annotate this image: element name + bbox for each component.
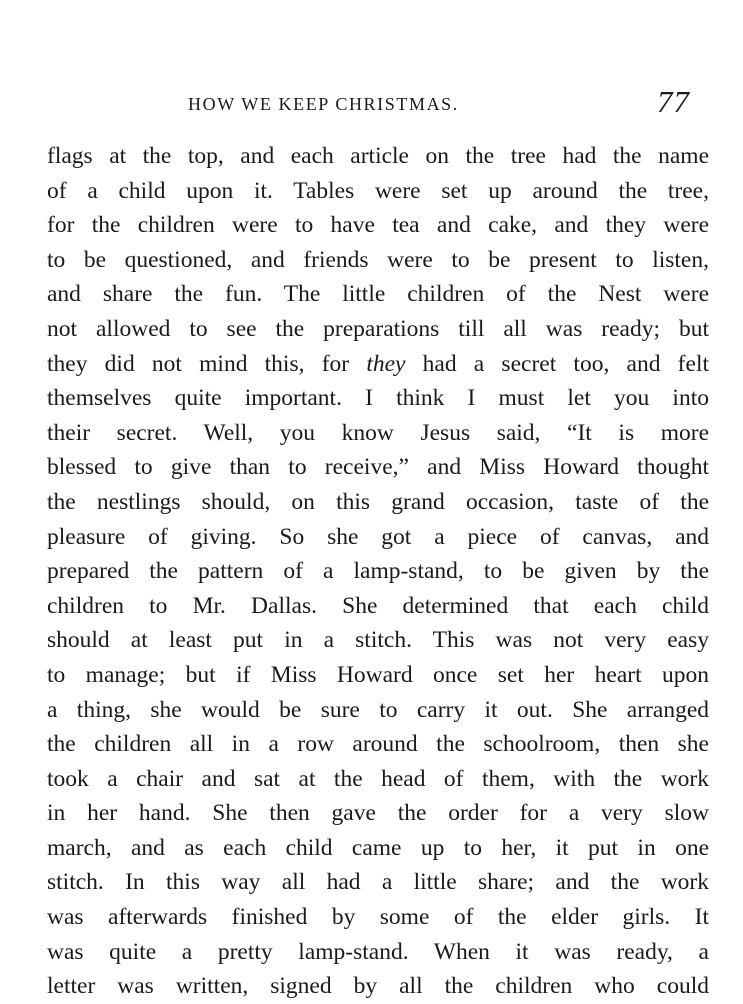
text-line: in her hand. She then gave the order for a very slow	[47, 800, 709, 827]
text-line: not allowed to see the preparations till all was ready; but	[47, 315, 709, 342]
italic-emphasis: they	[366, 350, 406, 377]
text-line: flags at the top, and each article on the tree had the name	[47, 143, 709, 169]
text-line: to be questioned, and friends were to be present to listen,	[47, 246, 709, 273]
body-text	[47, 139, 709, 1004]
text-line: was quite a pretty lamp-stand. When it was ready, a	[47, 938, 709, 965]
running-head-title: HOW WE KEEP CHRISTMAS.	[188, 94, 459, 114]
text-line: themselves quite important. I think I must let you into	[47, 385, 709, 412]
text-line: prepared the pattern of a lamp-stand, to be given by the	[47, 558, 709, 585]
text-segment: had a secret too, and felt	[405, 350, 709, 377]
text-line: took a chair and sat at the head of them, with the work	[47, 765, 709, 792]
text-line: march, and as each child came up to her, it put in one	[47, 834, 709, 861]
text-line: children to Mr. Dallas. She determined that each child	[47, 592, 709, 619]
text-line: and share the fun. The little children of the Nest were	[47, 281, 709, 308]
text-line: for the children were to have tea and cake, and they were	[47, 212, 709, 239]
text-line: the nestlings should, on this grand occasion, taste of the	[47, 488, 709, 515]
text-line-with-italic	[47, 347, 709, 382]
text-line: letter was written, signed by all the children who could	[47, 973, 709, 1000]
text-line: pleasure of giving. So she got a piece of canvas, and	[47, 523, 709, 550]
text-line: of a child upon it. Tables were set up around the tree,	[47, 177, 709, 204]
text-line: blessed to give than to receive,” and Miss Howard thought	[47, 454, 709, 481]
text-line: should at least put in a stitch. This was not very easy	[47, 627, 709, 654]
page-number: 77	[657, 84, 690, 119]
text-line: to manage; but if Miss Howard once set her heart upon	[47, 661, 709, 688]
text-line: their secret. Well, you know Jesus said, “It is more	[47, 419, 709, 446]
text-line: was afterwards finished by some of the elder girls. It	[47, 904, 709, 931]
text-segment: they did not mind this, for	[47, 350, 367, 377]
text-line: the children all in a row around the schoolroom, then she	[47, 731, 709, 758]
text-line: a thing, she would be sure to carry it out. She arranged	[47, 696, 709, 723]
text-line: stitch. In this way all had a little share; and the work	[47, 869, 709, 896]
